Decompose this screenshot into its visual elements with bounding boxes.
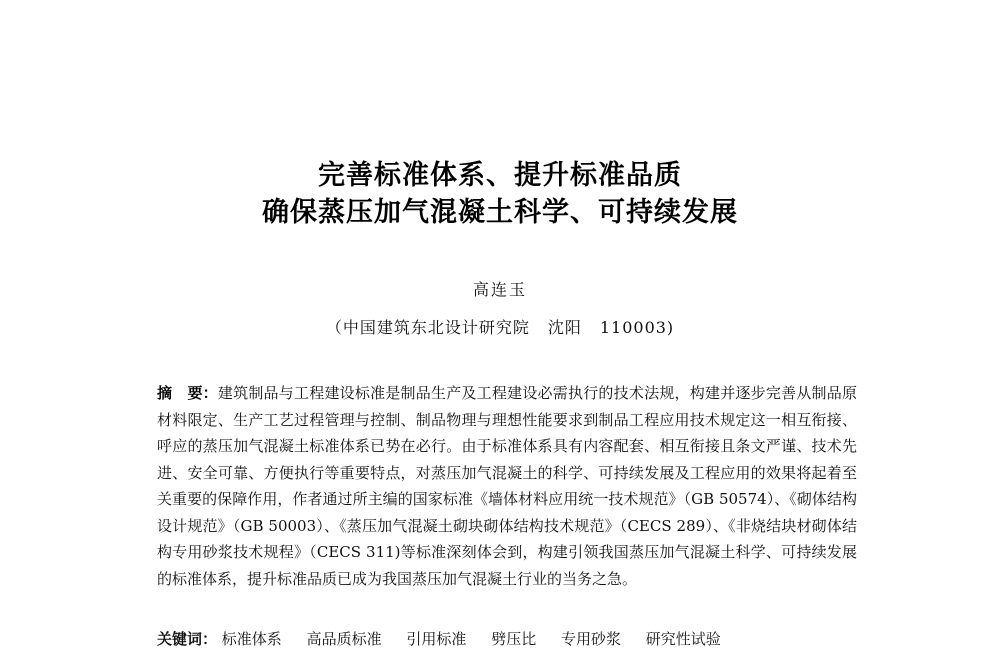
paper-title-line2: 确保蒸压加气混凝土科学、可持续发展	[262, 197, 738, 228]
keyword-item: 专用砂浆	[560, 630, 621, 648]
affiliation-institution: （中国建筑东北设计研究院	[325, 318, 530, 337]
keyword-item: 引用标准	[406, 630, 467, 648]
keyword-item: 高品质标准	[306, 630, 382, 648]
author-affiliation	[0, 315, 1000, 338]
keyword-item: 标准体系	[221, 630, 282, 648]
abstract	[157, 380, 857, 592]
affiliation-postcode: 110003)	[599, 318, 675, 337]
affiliation-city: 沈阳	[547, 318, 582, 337]
keywords	[157, 628, 857, 650]
paper-title-line1: 完善标准体系、提升标准品质	[318, 160, 682, 191]
author-name: 高连玉	[472, 280, 527, 299]
abstract-label: 摘 要：	[157, 384, 218, 402]
keywords-label: 关键词：	[157, 630, 218, 648]
keyword-item: 劈压比	[491, 630, 537, 648]
keyword-item: 研究性试验	[645, 630, 721, 648]
abstract-text: 建筑制品与工程建设标准是制品生产及工程建设必需执行的技术法规，构建并逐步完善从制品原材料限定、生产工艺过程管理与控制、制品物理与理想性能要求到制品工程应用技术规定这一相互衔接、呼应的蒸压加气混凝土标准体系已势在必行。由于标准体系具有内容配套、相互衔接且条文严谨、技术先进、安全可靠、方便执行等重要特点，对蒸压加气混凝土的科学、可持续发展及工程应用的效果将起着至关重要的保障作用，作者通过所主编的国家标准《墙体材料应用统一技术规范》（GB 50574）、《砌体结构设计规范》（GB 50003）、《蒸压加气混凝土砌块砌体结构技术规范》（CECS 289）、《非烧结块材砌体结构专用砂浆技术规程》（CECS 311)等标准深刻体会到，构建引领我国蒸压加气混凝土科学、可持续发展的标准体系，提升标准品质已成为我国蒸压加气混凝土行业的当务之急。	[157, 384, 857, 588]
